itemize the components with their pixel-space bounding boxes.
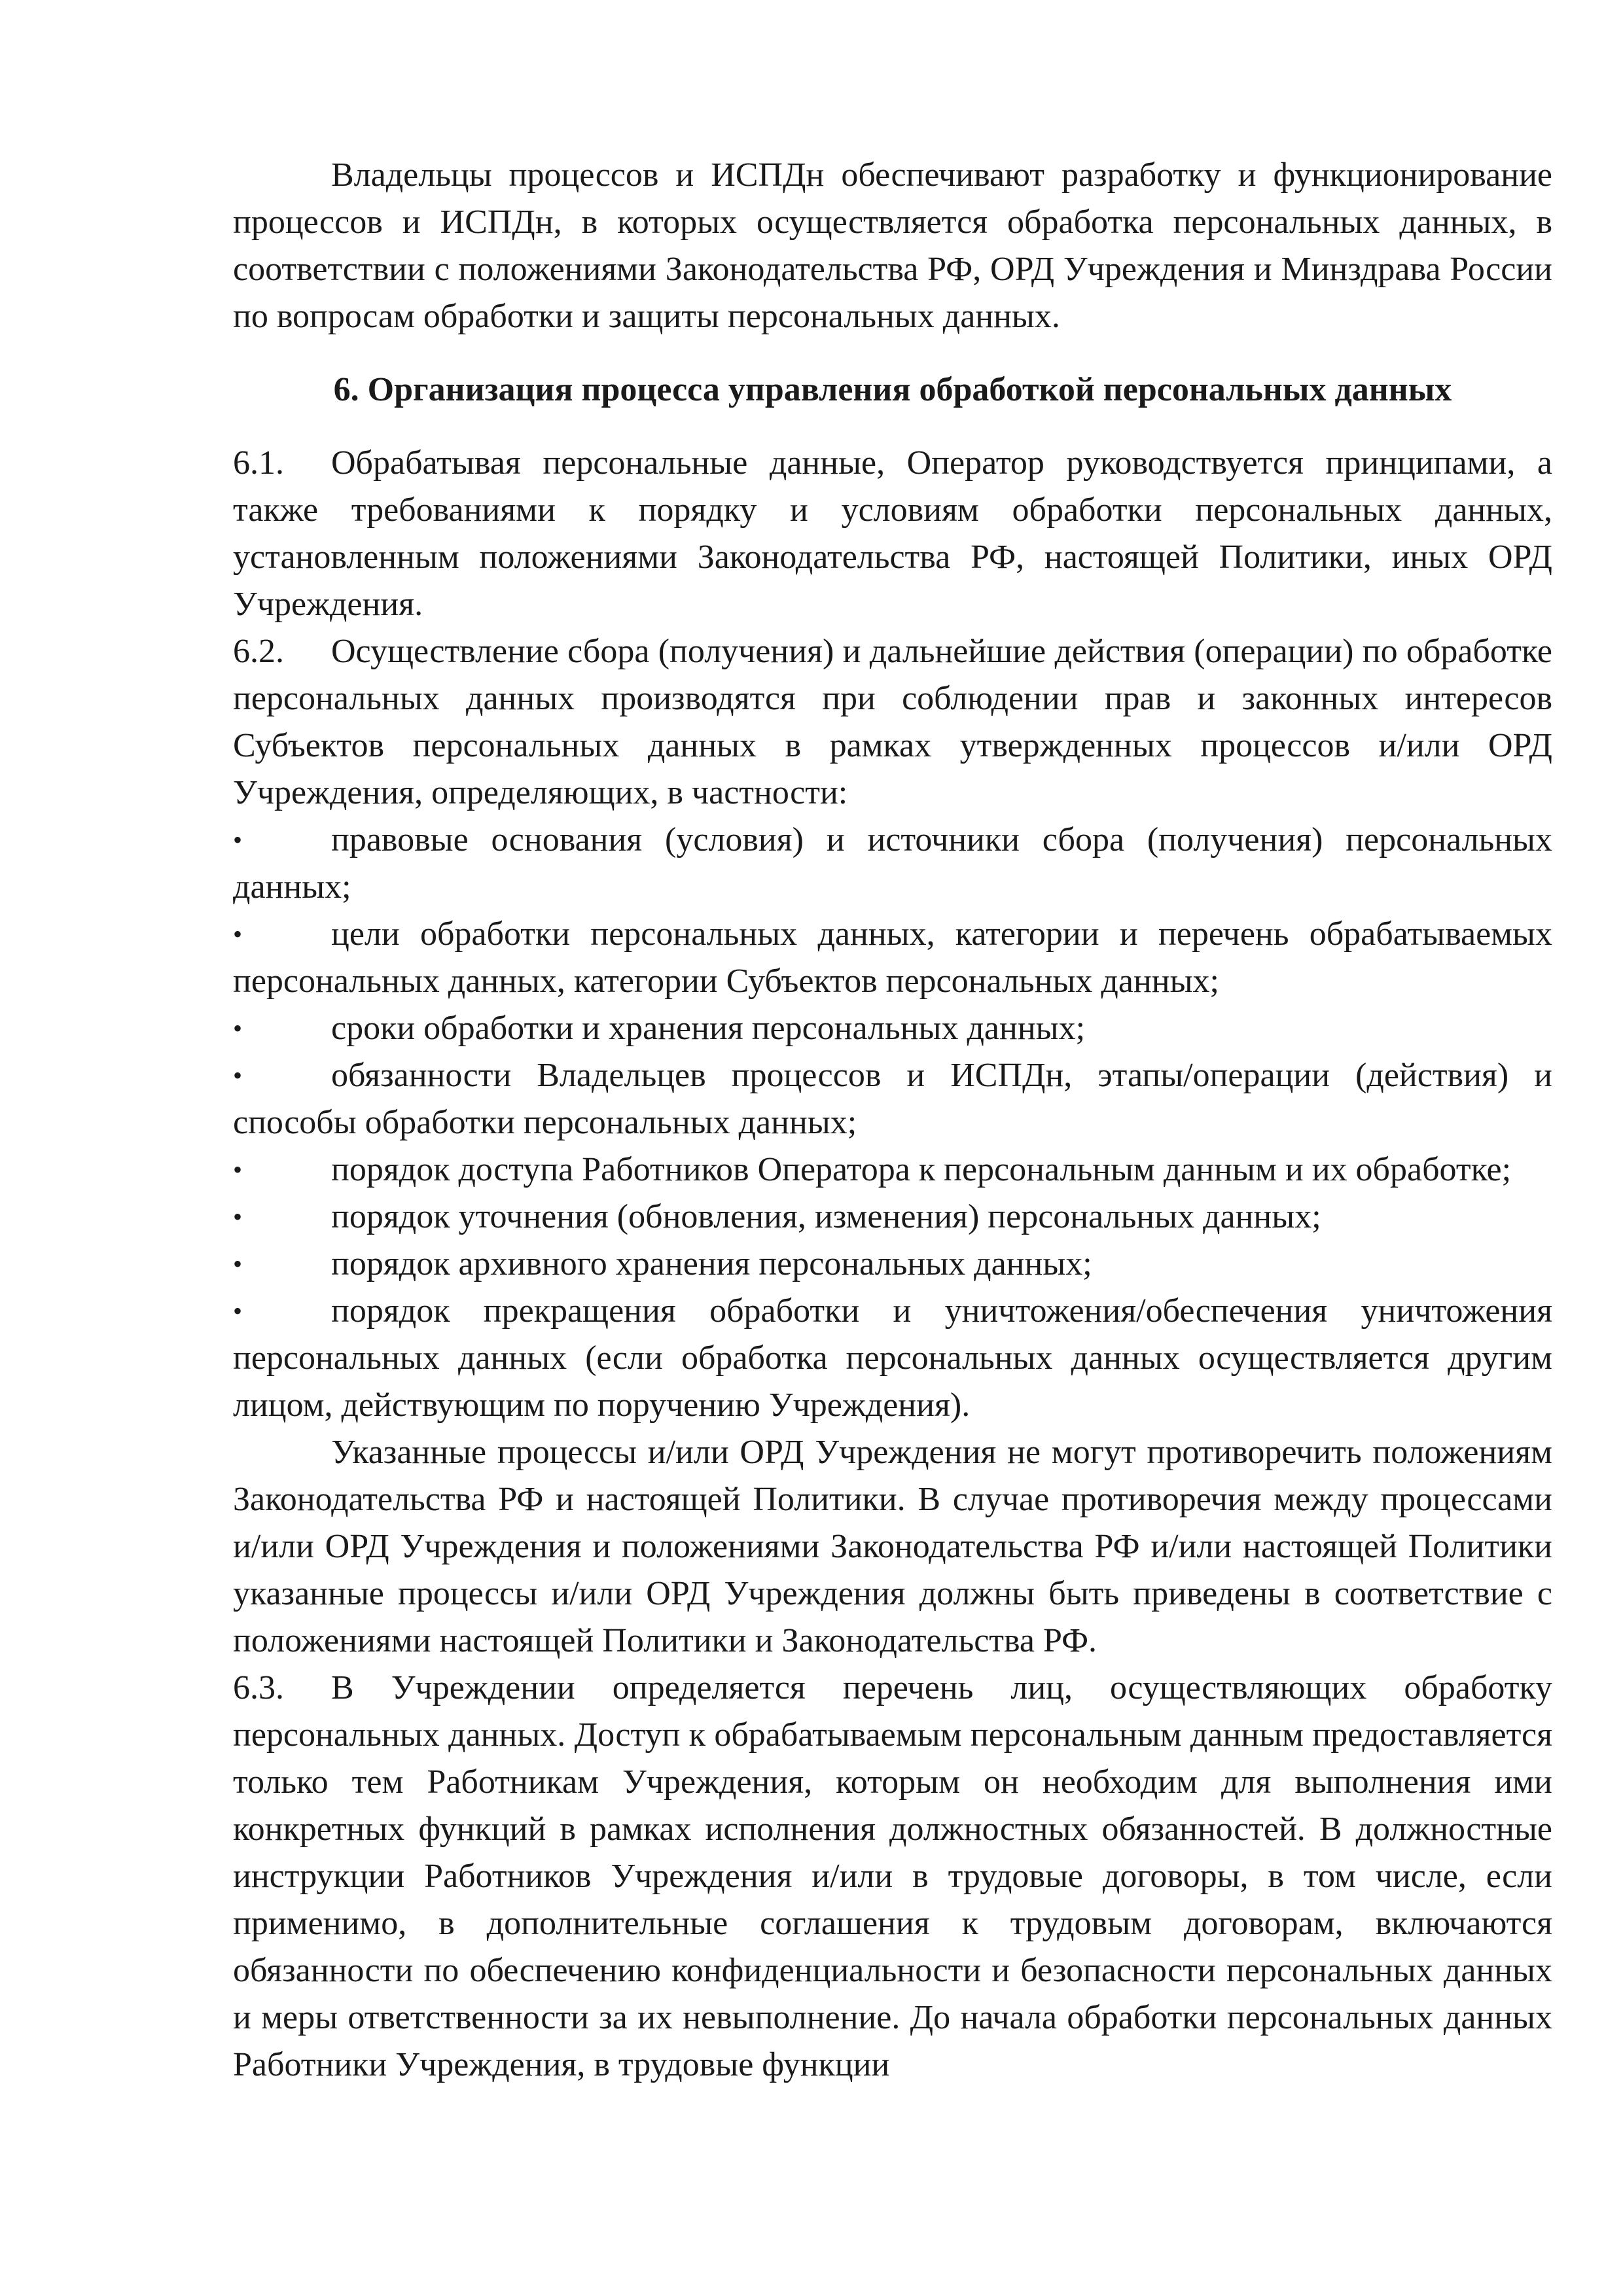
bullet-item <box>233 1241 1552 1288</box>
intro-paragraph: Владельцы процессов и ИСПДн обеспечивают разработку и функционирование процессов и ИСПДн, в которых осуществляется обработка персональных данных, в соответствии с положениями Законодательства РФ, ОРД Учреждения и Минздрава России по вопросам обработки и защиты персональных данных. <box>233 156 1552 335</box>
bullet-icon: • <box>233 1061 243 1090</box>
item-text: Осуществление сбора (получения) и дальнейшие действия (операции) по обработке персональных данных производятся при соблюдении прав и законных интересов Субъектов персональных данных в рамках утвержденных процессов и/или ОРД Учреждения, определяющих, в частности: <box>233 633 1552 811</box>
document-page <box>233 152 1552 2089</box>
bullet-text: обязанности Владельцев процессов и ИСПДн, этапы/операции (действия) и способы обработки персональных данных; <box>233 1057 1552 1141</box>
item-text: Обрабатывая персональные данные, Оператор руководствуется принципами, а также требованиями к порядку и условиям обработки персональных данных, установленным положениями Законодательства РФ, настоящей Политики, иных ОРД Учреждения. <box>233 444 1552 623</box>
bullet-icon: • <box>233 1155 243 1184</box>
after-bullets-paragraph: Указанные процессы и/или ОРД Учреждения не могут противоречить положениям Законодательства РФ и настоящей Политики. В случае противоречия между процессами и/или ОРД Учреждения и положениями Законодательства РФ и/или настоящей Политики указанные процессы и/или ОРД Учреждения должны быть приведены в соответствие с положениями настоящей Политики и Законодательства РФ. <box>233 1434 1552 1659</box>
bullet-icon: • <box>233 1202 243 1231</box>
numbered-item-6-1 <box>233 440 1552 628</box>
bullet-icon: • <box>233 1014 243 1043</box>
bullet-item <box>233 911 1552 1005</box>
bullet-text: порядок доступа Работников Оператора к персональным данным и их обработке; <box>331 1151 1512 1188</box>
item-number: 6.3. <box>233 1669 284 1706</box>
bullet-item <box>233 1288 1552 1429</box>
bullet-item <box>233 1052 1552 1146</box>
section-heading: 6. Организация процесса управления обработкой персональных данных <box>333 371 1452 408</box>
item-number: 6.1. <box>233 444 284 482</box>
bullet-text: порядок прекращения обработки и уничтожения/обеспечения уничтожения персональных данных (если обработка персональных данных осуществляется другим лицом, действующим по поручению Учреждения). <box>233 1292 1552 1424</box>
bullet-icon: • <box>233 919 243 949</box>
bullet-text: цели обработки персональных данных, категории и перечень обрабатываемых персональных данных, категории Субъектов персональных данных; <box>233 915 1552 1000</box>
bullet-text: правовые основания (условия) и источники сбора (получения) персональных данных; <box>233 821 1552 906</box>
bullet-item <box>233 1193 1552 1241</box>
item-text: В Учреждении определяется перечень лиц, осуществляющих обработку персональных данных. Доступ к обрабатываемым персональным данным предоставляется только тем Работникам Учреждения, которым он необходим для выполнения ими конкретных функций в рамках исполнения должностных обязанностей. В должностные инструкции Работников Учреждения и/или в трудовые договоры, в том числе, если применимо, в дополнительные соглашения к трудовым договорам, включаются обязанности по обеспечению конфиденциальности и безопасности персональных данных и меры ответственности за их невыполнение. До начала обработки персональных данных Работники Учреждения, в трудовые функции <box>233 1669 1552 2083</box>
bullet-item <box>233 1146 1552 1193</box>
bullet-text: порядок уточнения (обновления, изменения) персональных данных; <box>331 1198 1321 1235</box>
bullet-text: порядок архивного хранения персональных данных; <box>331 1245 1092 1282</box>
bullet-item <box>233 1005 1552 1052</box>
numbered-item-6-2 <box>233 628 1552 817</box>
bullet-text: сроки обработки и хранения персональных данных; <box>331 1010 1086 1047</box>
bullet-icon: • <box>233 1249 243 1279</box>
item-number: 6.2. <box>233 633 284 670</box>
bullet-item <box>233 817 1552 911</box>
numbered-item-6-3 <box>233 1665 1552 2089</box>
bullet-icon: • <box>233 1296 243 1326</box>
bullet-icon: • <box>233 825 243 855</box>
